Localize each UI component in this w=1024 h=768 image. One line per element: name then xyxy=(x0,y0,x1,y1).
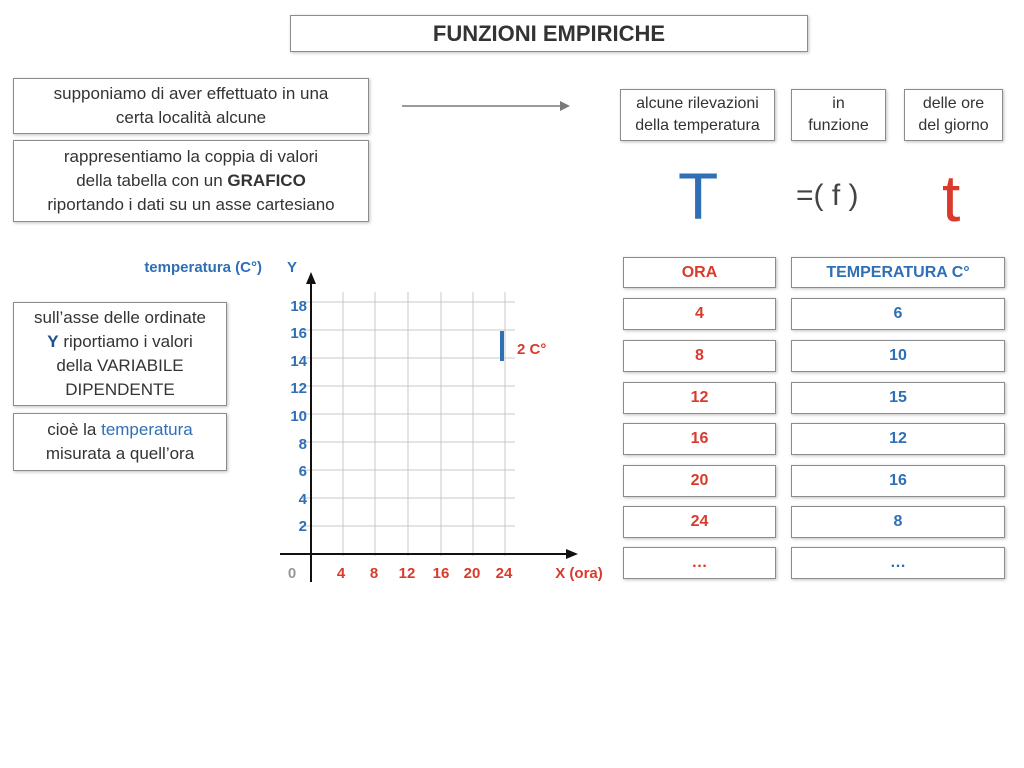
table-cell-hour-text: 24 xyxy=(690,513,709,530)
concept-temperature-line-1: alcune rilevazioni xyxy=(636,95,759,112)
table-cell-hour xyxy=(623,465,776,497)
meaning-note-line-1-text: cioè la xyxy=(47,420,102,439)
graph-note-line-2-text: della tabella con un xyxy=(76,171,228,190)
x-axis-arrowhead xyxy=(566,549,578,559)
table-cell-temperature xyxy=(791,547,1005,579)
x-tick-label: 20 xyxy=(463,565,481,582)
concept-hours-line-2: del giorno xyxy=(918,117,989,134)
table-header-hour xyxy=(623,257,776,288)
table-cell-hour-text: 12 xyxy=(690,389,709,406)
table-cell-temperature-text: 8 xyxy=(893,513,903,530)
table-cell-temperature xyxy=(791,340,1005,372)
table-cell-hour xyxy=(623,547,776,579)
formula-independent: t xyxy=(942,161,961,235)
concept-box-temperature xyxy=(620,89,775,141)
x-tick-labels xyxy=(337,565,513,582)
table-header-temperature-text: TEMPERATURA C° xyxy=(826,263,970,281)
x-axis-label: X (ora) xyxy=(555,565,603,582)
y-tick-label: 4 xyxy=(298,491,307,508)
x-tick-label: 12 xyxy=(398,565,416,582)
graph-note-line-1: rappresentiamo la coppia di valori xyxy=(63,147,319,166)
scale-marker-label: 2 C° xyxy=(517,341,547,358)
table-cell-temperature xyxy=(791,298,1005,330)
table-cell-hour-text: 16 xyxy=(690,430,709,447)
concept-temperature-line-2: della temperatura xyxy=(635,117,760,134)
page-title xyxy=(290,15,808,52)
y-tick-label: 6 xyxy=(298,463,307,480)
table-cell-hour-text: 4 xyxy=(695,305,704,322)
table-header-hour-text: ORA xyxy=(681,263,718,281)
graph-note-line-2 xyxy=(76,169,306,193)
table-cell-temperature xyxy=(791,423,1005,455)
table-cell-hour xyxy=(623,382,776,414)
ordinate-note-line-3: della VARIABILE xyxy=(56,356,184,375)
y-tick-label: 14 xyxy=(290,353,307,370)
y-axis-title: temperatura (C°) xyxy=(144,259,262,276)
table-cell-temperature-text: 12 xyxy=(889,430,907,447)
x-tick-label: 24 xyxy=(495,565,513,582)
ordinate-note-y-letter: Y xyxy=(47,332,59,351)
concept-function-line-2: funzione xyxy=(808,117,869,134)
ordinate-note-line-1: sull’asse delle ordinate xyxy=(34,308,206,327)
meaning-note-line-2: misurata a quell’ora xyxy=(45,444,195,463)
page-title-text: FUNZIONI EMPIRICHE xyxy=(432,20,666,46)
graph-note-line-3: riportando i dati su un asse cartesiano xyxy=(47,195,335,214)
y-tick-labels xyxy=(290,298,307,535)
table-header-temperature xyxy=(791,257,1005,288)
table-cell-hour-text: … xyxy=(691,554,708,571)
table-cell-temperature-text: 16 xyxy=(889,472,907,489)
y-tick-label: 10 xyxy=(290,408,307,425)
concept-box-function xyxy=(791,89,886,141)
table-cell-temperature-text: 10 xyxy=(889,347,907,364)
table-cell-hour xyxy=(623,506,776,538)
intro-line-1: supponiamo di aver effettuato in una xyxy=(53,84,329,103)
table-cell-temperature xyxy=(791,382,1005,414)
x-tick-label: 16 xyxy=(432,565,450,582)
table-cell-temperature xyxy=(791,465,1005,497)
intro-line-2: certa località alcune xyxy=(115,108,267,127)
y-tick-label: 16 xyxy=(290,325,307,342)
y-tick-label: 18 xyxy=(290,298,307,315)
intro-arrow xyxy=(400,98,572,114)
concept-function-line-1: in xyxy=(832,95,845,112)
concept-hours-line-1: delle ore xyxy=(922,95,985,112)
x-tick-label: 4 xyxy=(336,565,346,582)
origin-label: 0 xyxy=(287,565,297,582)
formula-relation: =( f ) xyxy=(796,179,859,212)
x-tick-label: 8 xyxy=(369,565,379,582)
table-cell-hour xyxy=(623,298,776,330)
table-cell-temperature-text: 6 xyxy=(893,305,903,322)
y-axis-arrowhead xyxy=(306,272,316,284)
intro-box xyxy=(13,78,369,134)
graph-note-box xyxy=(13,140,369,222)
ordinate-note-line-4: DIPENDENTE xyxy=(65,380,175,399)
table-cell-temperature-text: 15 xyxy=(889,389,907,406)
y-tick-label: 2 xyxy=(298,518,307,535)
y-tick-label: 12 xyxy=(290,380,307,397)
cartesian-graph xyxy=(110,250,620,590)
concept-box-hours xyxy=(904,89,1003,141)
y-axis-letter: Y xyxy=(286,259,298,276)
table-cell-hour xyxy=(623,423,776,455)
table-cell-hour-text: 8 xyxy=(695,347,704,364)
formula-dependent: T xyxy=(678,159,719,233)
table-cell-temperature-text: … xyxy=(890,554,906,571)
meaning-note-highlight: temperatura xyxy=(101,420,193,439)
grid-vertical xyxy=(343,292,505,556)
table-cell-hour xyxy=(623,340,776,372)
ordinate-note-line-2-text: riportiamo i valori xyxy=(58,332,193,351)
graph-note-bold: GRAFICO xyxy=(227,171,306,190)
table-cell-temperature xyxy=(791,506,1005,538)
table-cell-hour-text: 20 xyxy=(690,472,709,489)
y-tick-label: 8 xyxy=(298,436,307,453)
